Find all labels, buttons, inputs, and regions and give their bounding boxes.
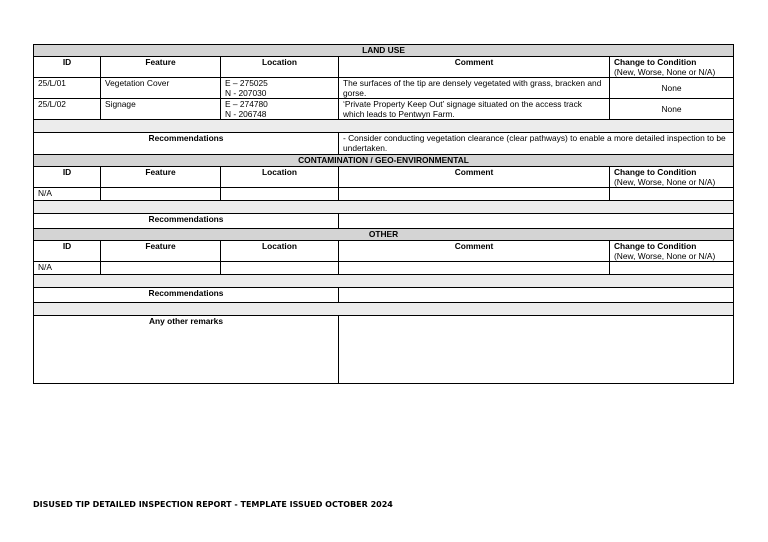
recommendations-label: Recommendations: [34, 214, 339, 229]
header-comment: Comment: [339, 241, 610, 262]
section-title: OTHER: [34, 229, 734, 241]
location-easting: E – 275025: [225, 78, 268, 88]
header-feature: Feature: [101, 241, 221, 262]
recommendations-row: [34, 214, 734, 229]
header-change-title: Change to Condition: [614, 167, 697, 177]
row-feature: Vegetation Cover: [101, 78, 221, 99]
header-comment: Comment: [339, 167, 610, 188]
header-feature: Feature: [101, 57, 221, 78]
row-id: 25/L/02: [34, 99, 101, 120]
header-row: [34, 241, 734, 262]
table-row: [34, 78, 734, 99]
inspection-table: [33, 44, 734, 384]
header-id: ID: [34, 57, 101, 78]
location-easting: E – 274780: [225, 99, 268, 109]
spacer-row: [34, 303, 734, 316]
table-row: [34, 188, 734, 201]
remarks-row: [34, 316, 734, 384]
section-title: LAND USE: [34, 45, 734, 57]
row-location: [221, 99, 339, 120]
row-location: [221, 78, 339, 99]
header-change-sub: (New, Worse, None or N/A): [614, 177, 716, 187]
recommendations-label: Recommendations: [34, 133, 339, 155]
location-northing: N - 207030: [225, 88, 267, 98]
section-contamination: [34, 155, 734, 167]
recommendations-row: [34, 133, 734, 155]
remarks-label: Any other remarks: [34, 316, 339, 384]
header-row: [34, 167, 734, 188]
row-comment: ‘Private Property Keep Out’ signage situated on the access track which leads to Pentwyn Farm.: [339, 99, 610, 120]
header-location: Location: [221, 57, 339, 78]
row-change: None: [610, 99, 734, 120]
header-location: Location: [221, 241, 339, 262]
header-change-sub: (New, Worse, None or N/A): [614, 251, 716, 261]
row-id: N/A: [34, 262, 101, 275]
header-change: [610, 167, 734, 188]
table-row: [34, 99, 734, 120]
section-title: CONTAMINATION / GEO-ENVIRONMENTAL: [34, 155, 734, 167]
recommendations-text: [339, 214, 734, 229]
spacer-row: [34, 201, 734, 214]
header-feature: Feature: [101, 167, 221, 188]
section-other: [34, 229, 734, 241]
spacer-row: [34, 275, 734, 288]
recommendations-text: - Consider conducting vegetation clearance (clear pathways) to enable a more detailed inspection to be undertaken.: [339, 133, 734, 155]
row-feature: Signage: [101, 99, 221, 120]
recommendations-label: Recommendations: [34, 288, 339, 303]
row-change: None: [610, 78, 734, 99]
header-location: Location: [221, 167, 339, 188]
row-comment: The surfaces of the tip are densely vegetated with grass, bracken and gorse.: [339, 78, 610, 99]
row-id: N/A: [34, 188, 101, 201]
spacer-row: [34, 120, 734, 133]
recommendations-text: [339, 288, 734, 303]
header-id: ID: [34, 167, 101, 188]
header-change-title: Change to Condition: [614, 57, 697, 67]
recommendations-row: [34, 288, 734, 303]
remarks-text: [339, 316, 734, 384]
header-comment: Comment: [339, 57, 610, 78]
header-change-sub: (New, Worse, None or N/A): [614, 67, 716, 77]
table-row: [34, 262, 734, 275]
header-change: [610, 57, 734, 78]
section-land-use: [34, 45, 734, 57]
row-id: 25/L/01: [34, 78, 101, 99]
page-footer: DISUSED TIP DETAILED INSPECTION REPORT - TEMPLATE ISSUED OCTOBER 2024: [33, 500, 393, 509]
header-row: [34, 57, 734, 78]
header-change: [610, 241, 734, 262]
location-northing: N - 206748: [225, 109, 267, 119]
header-id: ID: [34, 241, 101, 262]
header-change-title: Change to Condition: [614, 241, 697, 251]
